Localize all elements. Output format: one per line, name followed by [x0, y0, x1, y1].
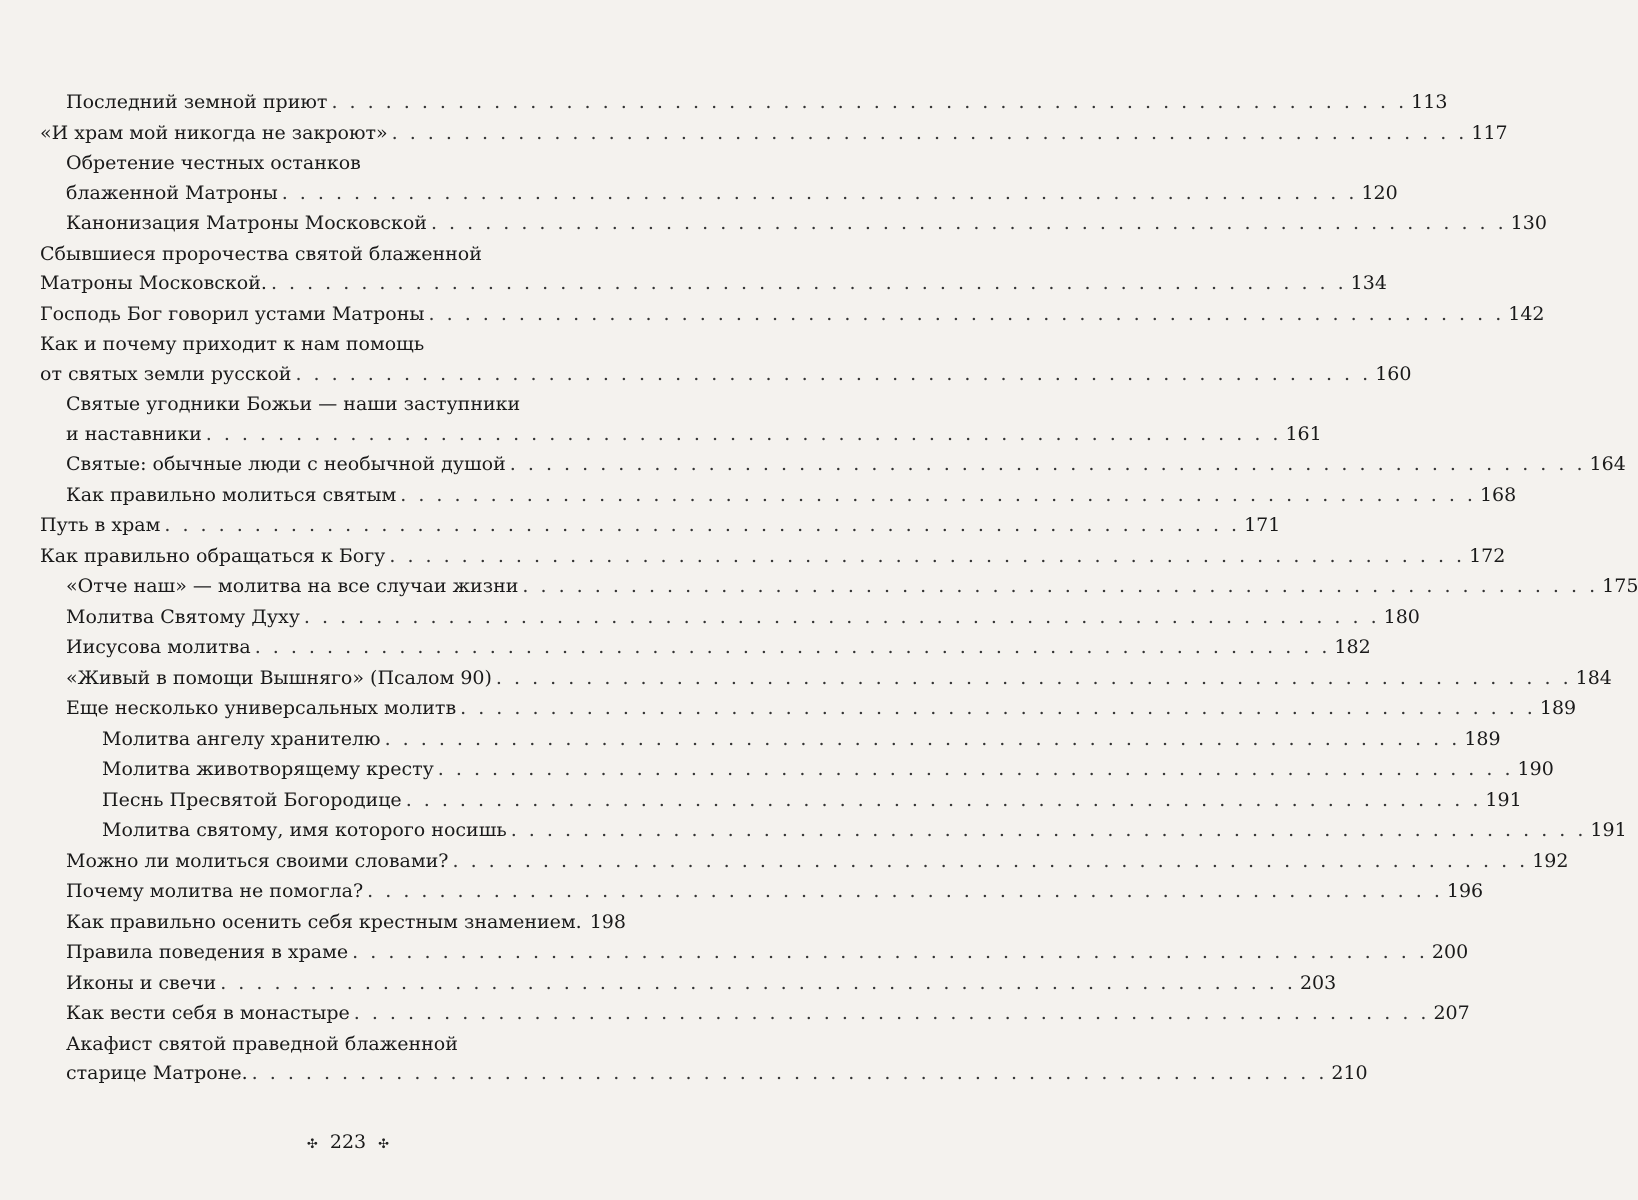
toc-entry	[66, 694, 1577, 724]
toc-entry-title-line: Путь в храм	[40, 514, 161, 536]
toc-page-number: 180	[1383, 605, 1420, 628]
toc-entry-line	[66, 603, 1420, 633]
dot-leader: . . . . . . . . . . . . . . . . . . . . . . . . . . . . . . . . . . . . . . . . . . . . . . . . . . . . . . . . . . . .	[220, 971, 1296, 994]
toc-entry	[66, 908, 624, 938]
toc-page-number: 210	[1331, 1062, 1368, 1084]
toc-entry-line	[40, 360, 1412, 390]
toc-page-number: 113	[1411, 91, 1448, 113]
toc-entry-line	[66, 908, 624, 938]
toc-entry-line	[66, 481, 1517, 511]
toc-page-number: 164	[1589, 453, 1626, 475]
page-number: 223	[329, 1131, 367, 1153]
dot-leader: . . . . . . . . . . . . . . . . . . . . . . . . . . . . . . . . . . . . . . . . . . . . . . . . . . . . . . . . . . . .	[164, 514, 1241, 536]
toc-entry	[40, 511, 1281, 541]
toc-entry-title-line: старице Матроне.	[66, 1062, 248, 1084]
dot-leader: . . . . . . . . . . . . . . . . . . . . . . . . . . . . . . . . . . . . . . . . . . . . . . . . . . . . . . . . . . . .	[251, 1062, 1328, 1084]
toc-entry-title-line: Как правильно обращаться к Богу	[40, 544, 386, 567]
toc-entry	[40, 300, 1545, 330]
toc-entry-line	[66, 450, 1626, 480]
toc-page-number: 207	[1433, 1002, 1470, 1024]
toc-entry-title-line: Святые угодники Божьи — наши заступники	[66, 393, 521, 415]
toc-page-number: 130	[1510, 212, 1547, 234]
toc-entry-line	[66, 847, 1569, 877]
toc-page-number: 160	[1375, 362, 1412, 385]
toc-page-number: 120	[1361, 181, 1398, 204]
toc-entry	[66, 664, 1612, 694]
toc-entry-line	[66, 179, 1398, 209]
toc-entry-line	[66, 1059, 1368, 1089]
toc-entry-line	[40, 269, 1387, 299]
toc-entry-line	[40, 542, 1506, 572]
dot-leader: . . . . . . . . . . . . . . . . . . . . . . . . . . . . . . . . . . . . . . . . . . . . . . . . . . . . . . . . . . . .	[437, 758, 1514, 780]
toc-entry	[66, 1030, 1368, 1089]
toc-page-number: 182	[1334, 636, 1371, 658]
toc-page-number: 172	[1469, 544, 1506, 567]
toc-entry-title-line: от святых земли русской	[40, 362, 292, 385]
toc-page-number: 191	[1590, 819, 1627, 841]
dot-leader: . . . . . . . . . . . . . . . . . . . . . . . . . . . . . . . . . . . . . . . . . . . . . . . . . . . . . . . . . . . .	[509, 453, 1586, 475]
toc-entry-line	[66, 969, 1337, 999]
toc-page-number: 190	[1517, 758, 1554, 780]
toc-page-number: 171	[1244, 514, 1281, 536]
toc-entry	[66, 209, 1547, 239]
toc-entry	[102, 816, 1627, 846]
toc-page-number: 175	[1602, 575, 1638, 597]
toc-entry	[66, 603, 1420, 633]
toc-entry	[66, 88, 1448, 118]
toc-page-number: 198	[589, 910, 626, 933]
ornament-right-icon: ✣	[378, 1137, 390, 1152]
toc-entry-line	[66, 999, 1470, 1029]
toc-entry-title-line: Молитва животворящему кресту	[102, 758, 434, 780]
toc-entry	[102, 725, 1501, 755]
toc-entry-line	[40, 300, 1545, 330]
toc-entry	[66, 633, 1371, 663]
dot-leader: . . . . . . . . . . . . . . . . . . . . . . . . . . . . . . . . . . . . . . . . . . . . . . . . . . . . . . . . . . . .	[428, 302, 1505, 325]
toc-entry-line	[102, 816, 1627, 846]
toc-entry-title-line: «И храм мой никогда не закроют»	[40, 121, 388, 144]
toc-entry-title-line: Песнь Пресвятой Богородице	[102, 788, 402, 811]
dot-leader: . . . . . . . . . . . . . . . . . . . . . . . . . . . . . . . . . . . . . . . . . . . . . . . . . . . . . . . . . . . .	[460, 697, 1536, 719]
toc-entry-title-line: Сбывшиеся пророчества святой блаженной	[40, 242, 482, 265]
toc-page-number: 168	[1479, 483, 1517, 506]
toc-entry	[40, 240, 1387, 299]
toc-page-number: 117	[1471, 121, 1508, 144]
dot-leader: . . . . . . . . . . . . . . . . . . . . . . . . . . . . . . . . . . . . . . . . . . . . . . . . . . . . . . . . . . . .	[352, 941, 1428, 963]
toc-entry-title-line: Святые: обычные люди с необычной душой	[66, 453, 506, 475]
toc-entry	[66, 572, 1638, 602]
table-of-contents	[0, 88, 1638, 1089]
toc-entry	[102, 786, 1522, 816]
toc-page-number: 189	[1539, 697, 1577, 719]
toc-entry-line	[66, 633, 1371, 663]
toc-entry	[66, 847, 1569, 877]
toc-entry-line	[40, 119, 1508, 149]
toc-entry-line	[66, 420, 1322, 450]
toc-entry-line	[66, 572, 1638, 602]
toc-entry-title-line: Обретение честных останков	[66, 152, 361, 174]
dot-leader: . . . . . . . . . . . . . . . . . . . . . . . . . . . . . . . . . . . . . . . . . . . . . . . . . . . . . . . . . . . .	[353, 1002, 1430, 1024]
toc-entry-line	[102, 755, 1554, 785]
toc-entry-title-line: Иконы и свечи	[66, 971, 217, 994]
toc-entry-title-line: Молитва Святому Духу	[66, 605, 300, 628]
dot-leader: . . . . . . . . . . . . . . . . . . . . . . . . . . . . . . . . . . . . . . . . . . . . . . . . . . . . . . . . . . . .	[254, 636, 1331, 658]
dot-leader: . . . . . . . . . . . . . . . . . . . . . . . . . . . . . . . . . . . . . . . . . . . . . . . . . . . . . . . . . . . .	[510, 819, 1587, 841]
dot-leader: . . . . . . . . . . . . . . . . . . . . . . . . . . . . . . . . . . . . . . . . . . . . . . . . . . . . . . . . . . . .	[522, 575, 1599, 597]
dot-leader: . . . . . . . . . . . . . . . . . . . . . . . . . . . . . . . . . . . . . . . . . . . . . . . . . . . . . . . . . . . .	[452, 849, 1529, 872]
dot-leader: . . . . . . . . . . . . . . . . . . . . . . . . . . . . . . . . . . . . . . . . . . . . . . . . . . . . . . . . . . . .	[405, 788, 1482, 811]
toc-entry-line	[66, 938, 1469, 968]
toc-entry-title-line: Господь Бог говорил устами Матроны	[40, 302, 425, 325]
dot-leader: . . . . . . . . . . . . . . . . . . . . . . . . . . . . . . . . . . . . . . . . . . . . . . . . . . . . . . . . . . . .	[400, 483, 1476, 506]
toc-entry	[40, 542, 1506, 572]
toc-entry-title-line: Молитва ангелу хранителю	[102, 727, 381, 750]
toc-entry-title-line: «Отче наш» — молитва на все случаи жизни	[66, 575, 519, 597]
toc-entry-title-line: Как правильно осенить себя крестным знамением.	[66, 910, 582, 933]
dot-leader: . . . . . . . . . . . . . . . . . . . . . . . . . . . . . . . . . . . . . . . . . . . . . . . . . . . . . . . . . . . .	[391, 121, 1468, 144]
toc-entry	[66, 938, 1469, 968]
toc-entry	[66, 969, 1337, 999]
dot-leader: . . . . . . . . . . . . . . . . . . . . . . . . . . . . . . . . . . . . . . . . . . . . . . . . . . . . . . . . . . . .	[295, 362, 1372, 385]
page-footer	[0, 1131, 696, 1153]
toc-entry-title-line: Иисусова молитва	[66, 636, 251, 658]
toc-page-number: 191	[1485, 788, 1522, 811]
toc-entry	[66, 481, 1517, 511]
toc-entry-line	[66, 88, 1448, 118]
toc-entry	[40, 119, 1508, 149]
toc-entry	[66, 450, 1626, 480]
toc-entry-title-line: Последний земной приют	[66, 91, 328, 113]
toc-entry-title-line: блаженной Матроны	[66, 181, 278, 204]
dot-leader: . . . . . . . . . . . . . . . . . . . . . . . . . . . . . . . . . . . . . . . . . . . . . . . . . . . . . . . . . . . .	[303, 605, 1380, 628]
dot-leader: . . . . . . . . . . . . . . . . . . . . . . . . . . . . . . . . . . . . . . . . . . . . . . . . . . . . . . . . . . . .	[430, 212, 1507, 234]
toc-entry-title-line: Почему молитва не помогла?	[66, 880, 364, 902]
dot-leader: . . . . . . . . . . . . . . . . . . . . . . . . . . . . . . . . . . . . . . . . . . . . . . . . . . . . . . . . . . . .	[384, 727, 1461, 750]
toc-entry	[66, 149, 1398, 208]
toc-entry-title-line: Как вести себя в монастыре	[66, 1002, 350, 1024]
toc-entry	[66, 999, 1470, 1029]
dot-leader: . . . . . . . . . . . . . . . . . . . . . . . . . . . . . . . . . . . . . . . . . . . . . . . . . . . . . . . . . . . .	[367, 880, 1443, 902]
toc-page-number: 142	[1508, 302, 1545, 325]
toc-entry	[66, 877, 1484, 907]
dot-leader: . . . . . . . . . . . . . . . . . . . . . . . . . . . . . . . . . . . . . . . . . . . . . . . . . . . . . . . . . . . .	[281, 181, 1358, 204]
dot-leader: . . . . . . . . . . . . . . . . . . . . . . . . . . . . . . . . . . . . . . . . . . . . . . . . . . . . . . . . . . . .	[495, 666, 1572, 689]
toc-entry-title-line: Как правильно молиться святым	[66, 483, 397, 506]
toc-entry-title-line: Канонизация Матроны Московской	[66, 212, 427, 234]
toc-entry-line	[66, 694, 1577, 724]
toc-entry-title-line: Можно ли молиться своими словами?	[66, 849, 449, 872]
dot-leader: . . . . . . . . . . . . . . . . . . . . . . . . . . . . . . . . . . . . . . . . . . . . . . . . . . . . . . . . . . . .	[270, 272, 1347, 294]
toc-entry	[102, 755, 1554, 785]
toc-page-number: 203	[1299, 971, 1337, 994]
toc-entry-title-line: Матроны Московской.	[40, 272, 267, 294]
toc-entry	[66, 390, 1322, 449]
toc-page-number: 196	[1446, 880, 1484, 902]
dot-leader: . . . . . . . . . . . . . . . . . . . . . . . . . . . . . . . . . . . . . . . . . . . . . . . . . . . . . . . . . . . .	[331, 91, 1408, 113]
toc-entry-title-line: Акафист святой праведной блаженной	[66, 1032, 458, 1055]
toc-entry-title-line: Молитва святому, имя которого носишь	[102, 819, 507, 841]
toc-entry-title-line: Еще несколько универсальных молитв	[66, 697, 457, 719]
toc-page-number: 184	[1575, 666, 1612, 689]
toc-entry-title-line: и наставники	[66, 422, 202, 445]
toc-entry-title-line: Правила поведения в храме	[66, 941, 349, 963]
toc-entry-line	[66, 209, 1547, 239]
toc-page-number: 200	[1431, 941, 1469, 963]
toc-page-number: 134	[1350, 272, 1387, 294]
toc-page-number: 192	[1532, 849, 1569, 872]
dot-leader: . . . . . . . . . . . . . . . . . . . . . . . . . . . . . . . . . . . . . . . . . . . . . . . . . . . . . . . . . . . .	[389, 544, 1466, 567]
ornament-left-icon: ✣	[306, 1137, 318, 1152]
toc-page-number: 189	[1464, 727, 1501, 750]
toc-entry-line	[102, 786, 1522, 816]
toc-entry-line	[40, 511, 1281, 541]
dot-leader: . . . . . . . . . . . . . . . . . . . . . . . . . . . . . . . . . . . . . . . . . . . . . . . . . . . . . . . . . . . .	[205, 422, 1282, 445]
toc-entry-title-line: Как и почему приходит к нам помощь	[40, 333, 425, 355]
toc-page-number: 161	[1285, 422, 1322, 445]
toc-entry-line	[102, 725, 1501, 755]
toc-entry-line	[66, 877, 1484, 907]
toc-entry-title-line: «Живый в помощи Вышняго» (Псалом 90)	[66, 666, 492, 689]
toc-entry	[40, 330, 1412, 389]
toc-entry-line	[66, 664, 1612, 694]
